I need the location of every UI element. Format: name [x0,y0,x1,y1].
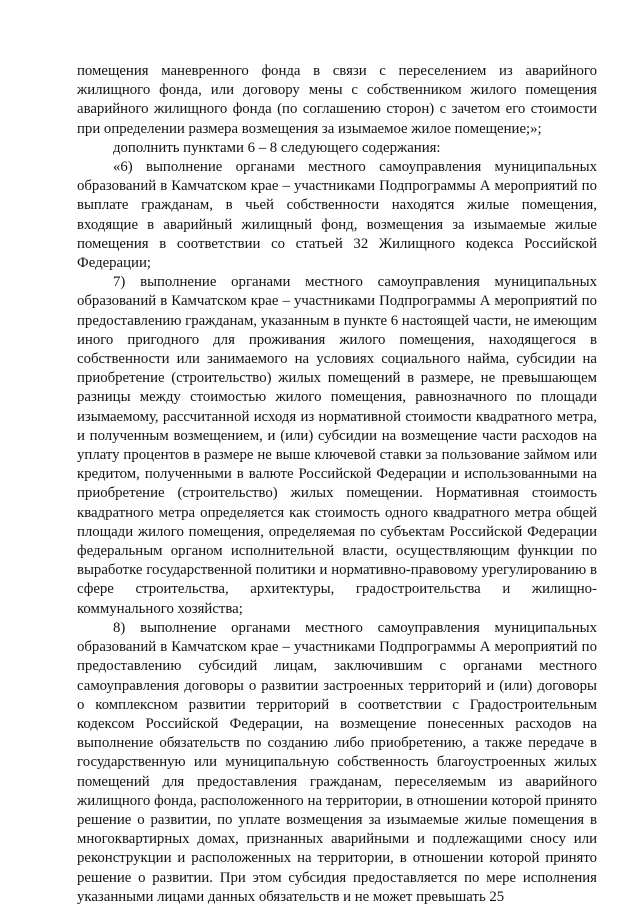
document-page [77,62,597,907]
paragraph-3: «6) выполнение органами местного самоуправления муниципальных образований в Камчатском крае – участниками Подпрограммы А мероприятий по выплате гражданам, в чьей собственности находятся жилые помещения, входящие в аварийный жилищный фонд, возмещения за изымаемые жилые помещения в соответствии со статьей 32 Жилищного кодекса Российской Федерации; [77,159,597,272]
paragraph-2: дополнить пунктами 6 – 8 следующего содержания: [113,139,441,156]
paragraph-4: 7) выполнение органами местного самоуправления муниципальных образований в Камчатском крае – участниками Подпрограммы А мероприятий по предоставлению гражданам, указанным в пункте 6 настоящей части, не имеющим иного пригодного для проживания жилого помещения, находящегося в собственности или занимаемого на условиях социального найма, субсидии на приобретение (строительство) жилых помещений в размере, не превышающем разницы между стоимостью жилого помещения, равнозначного по площади изымаемому, рассчитанной исходя из нормативной стоимости квадратного метра, и полученным возмещением, и (или) субсидии на возмещение части расходов на уплату процентов в размере не выше ключевой ставки за пользование займом или кредитом, полученными в валюте Российской Федерации и использованными на приобретение (строительство) жилых помещении. Нормативная стоимость квадратного метра определяется как стоимость одного квадратного метра общей площади жилого помещения, определяемая по субъектам Российской Федерации федеральным органом исполнительной власти, осуществляющим функции по выработке государственной политики и нормативно-правовому урегулированию в сфере строительства, архитектуры, градостроительства и жилищно-коммунального хозяйства; [77,274,597,617]
paragraph-5: 8) выполнение органами местного самоуправления муниципальных образований в Камчатском крае – участниками Подпрограммы А мероприятий по предоставлению субсидий лицам, заключившим с органами местного самоуправления договоры о развитии застроенных территорий и (или) договоры о комплексном развитии территорий в соответствии с Градостроительным кодексом Российской Федерации, на возмещение понесенных расходов на выполнение обязательств по созданию либо приобретению, а также передаче в государственную или муниципальную собственность благоустроенных жилых помещений для предоставления гражданам, переселяемым из аварийного жилищного фонда, расположенного на территории, в отношении которой принято решение о развитии, по уплате возмещения за изымаемые жилые помещения в многоквартирных домах, признанных аварийными и подлежащими сносу или реконструкции и расположенных на территории, в отношении которой принято решение о развитии. При этом субсидия предоставляется по мере исполнения указанными лицами данных обязательств и не может превышать 25 [77,619,597,905]
paragraph-1: помещения маневренного фонда в связи с переселением из аварийного жилищного фонда, или договору мены с собственником жилого помещения аварийного жилищного фонда (по соглашению сторон) с зачетом его стоимости при определении размера возмещения за изымаемое жилое помещение;»; [77,63,597,137]
